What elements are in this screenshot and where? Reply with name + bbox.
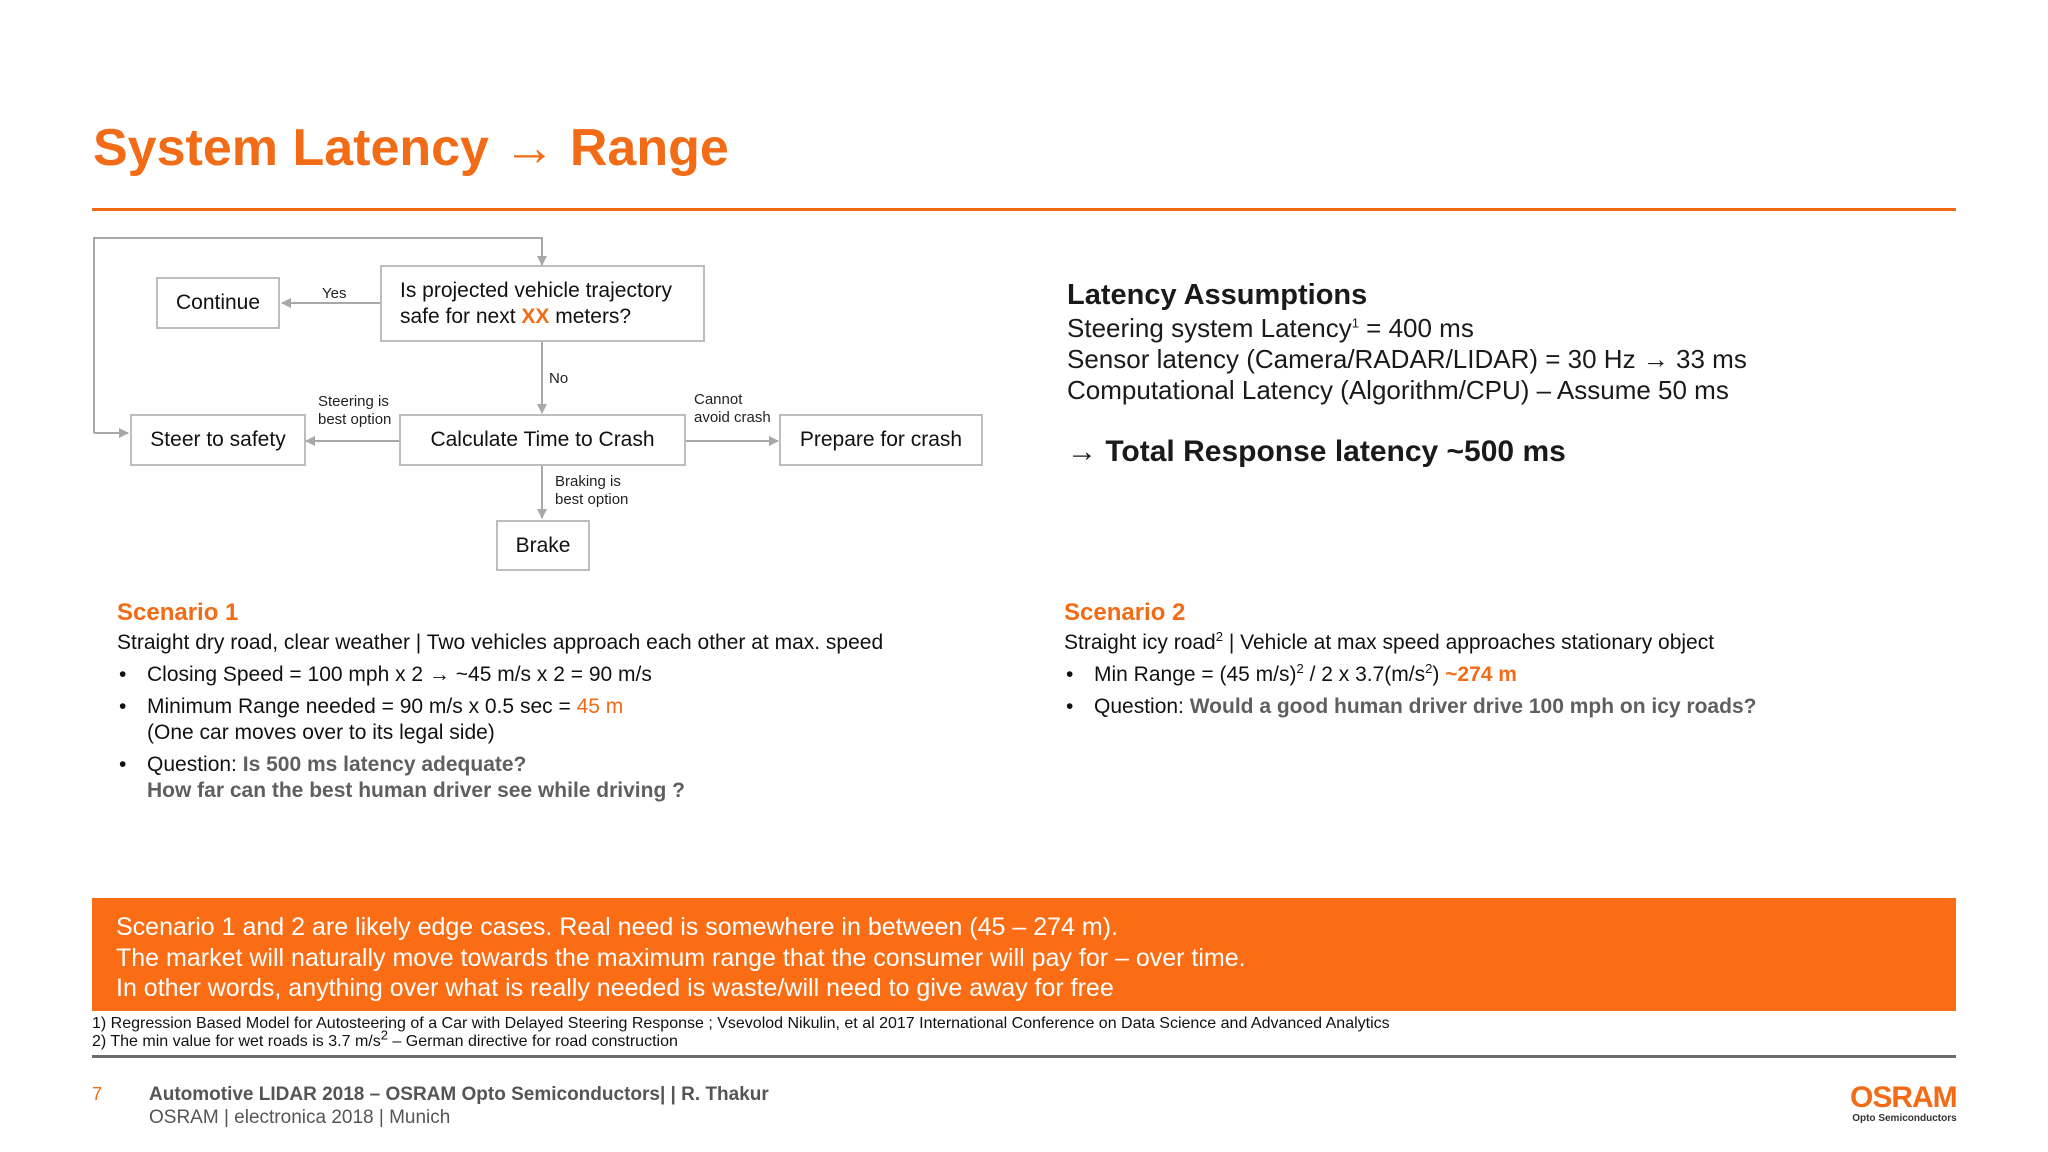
footer-line-2: OSRAM | electronica 2018 | Munich <box>149 1107 451 1128</box>
steer-to-safety-box <box>130 414 306 466</box>
logo-wordmark: OSRAM <box>1850 1081 1957 1114</box>
scenario-1-heading: Scenario 1 <box>117 599 239 626</box>
question-line2: safe for next XX meters? <box>400 304 632 328</box>
sensor-latency: Sensor latency (Camera/RADAR/LIDAR) = 30 Hz → 33 ms <box>1067 344 1747 374</box>
scenario-1 <box>117 600 883 810</box>
computational-latency: Computational Latency (Algorithm/CPU) – Assume 50 ms <box>1067 375 1729 405</box>
scenario-2 <box>1064 600 1756 726</box>
yes-label: Yes <box>322 285 347 302</box>
banner-line-1: Scenario 1 and 2 are likely edge cases. Real need is somewhere in between (45 – 274 m). <box>116 913 1118 941</box>
steering-latency: Steering system Latency$^1$ = 400 ms <box>1067 313 1474 343</box>
scenario-2-heading: Scenario 2 <box>1064 599 1186 626</box>
footer-line-1: Automotive LIDAR 2018 – OSRAM Opto Semiconductors| | R. Thakur <box>149 1084 769 1105</box>
continue-box <box>156 277 280 329</box>
cannot-avoid-label: Cannot avoid crash <box>694 391 771 426</box>
scenario-1-bullet-question: • Question: Is 500 ms latency adequate? How far can the best human driver see while driving ? <box>117 752 883 804</box>
scenario-2-description: Straight icy road$^2$ | Vehicle at max speed approaches stationary object <box>1064 629 1715 654</box>
footnote-2: 2) The min value for wet roads is 3.7 $m/s^2$ – German directive for road construction <box>92 1027 678 1050</box>
continue-label: Continue <box>175 291 261 314</box>
braking-option-label: Braking is best option <box>555 473 629 508</box>
trajectory-question-box <box>380 265 705 342</box>
steer-label: Steer to safety <box>150 428 286 451</box>
footnote-1: 1) Regression Based Model for Autosteering of a Car with Delayed Steering Response ; Vsevolod Nikulin, et al 2017 International Conference on Data Science and Advanced Analytics <box>92 1015 1390 1032</box>
question-line1: Is projected vehicle trajectory <box>400 278 672 302</box>
banner-line-3: In other words, anything over what is really needed is waste/will need to give away for free <box>116 974 1114 1002</box>
brake-box <box>496 520 590 571</box>
conclusion-banner <box>92 898 1956 1011</box>
latency-assumptions <box>1067 280 1747 467</box>
footnotes <box>92 1015 1390 1051</box>
calculate-time-box <box>399 414 686 466</box>
latency-heading: Latency Assumptions <box>1067 279 1368 311</box>
osram-logo <box>1850 1083 1957 1125</box>
calc-label: Calculate Time to Crash <box>430 428 655 451</box>
prepare-crash-box <box>779 414 983 466</box>
logo-subtitle: Opto Semiconductors <box>1852 1113 1957 1124</box>
footer-divider <box>92 1055 1956 1058</box>
scenario-1-description: Straight dry road, clear weather | Two vehicles approach each other at max. speed <box>117 631 884 654</box>
brake-label: Brake <box>515 533 571 557</box>
page-number: 7 <box>92 1084 103 1104</box>
prepare-label: Prepare for crash <box>799 428 963 451</box>
xx-highlight: XX <box>521 304 550 328</box>
no-label: No <box>549 370 569 387</box>
footer-credit <box>149 1083 769 1129</box>
banner-line-2: The market will naturally move towards the maximum range that the consumer will pay for – over time. <box>116 943 1246 972</box>
total-latency: → Total Response latency ~500 ms <box>1067 435 1566 468</box>
scenario-1-bullet-min-range: • Minimum Range needed = 90 m/s x 0.5 sec = 45 m (One car moves over to its legal side) <box>117 694 883 746</box>
scenario-2-bullet-min-range: • Min Range = (45 m/s)$^2$ / 2 x $3.7(m/s^2)$ ~274 m <box>1064 662 1756 688</box>
scenario-2-bullet-question: • Question: Would a good human driver drive 100 mph on icy roads? <box>1064 694 1756 720</box>
steering-option-label: Steering is best option <box>318 393 392 428</box>
page-title: System Latency → Range <box>93 119 729 177</box>
scenario-1-bullet-closing-speed: • Closing Speed = 100 mph x 2 → ~45 m/s x 2 = 90 m/s <box>117 662 883 688</box>
